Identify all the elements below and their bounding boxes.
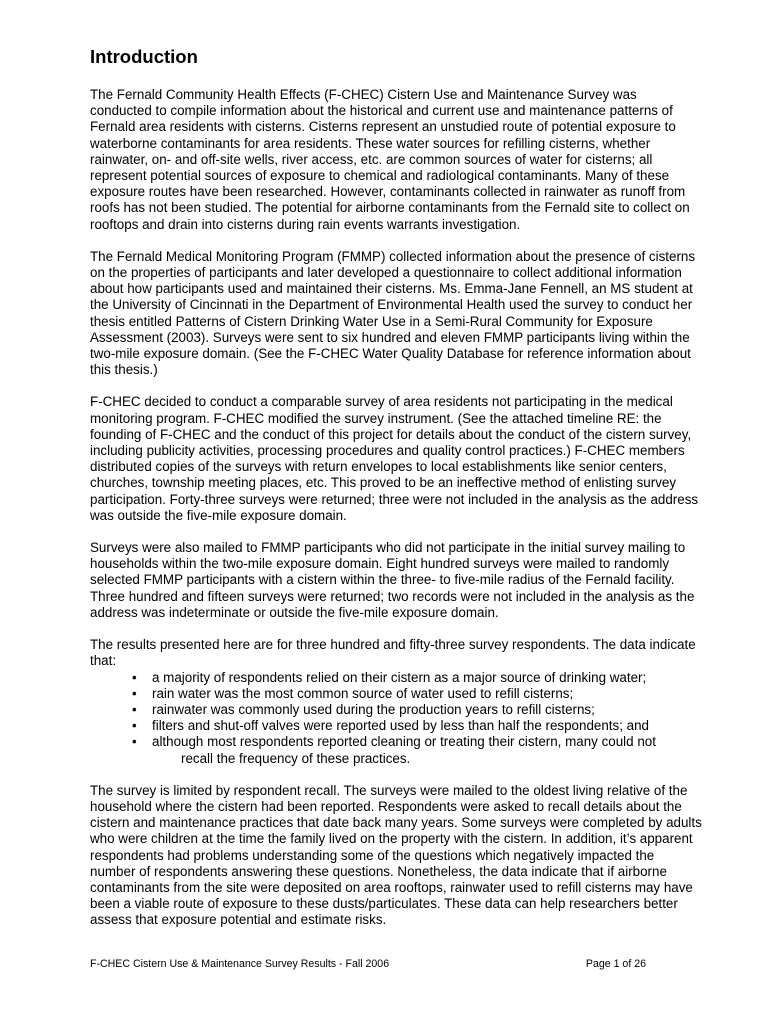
list-item: [132, 734, 702, 766]
list-item-text: rain water was the most common source of water used to refill cisterns;: [152, 685, 574, 701]
bullet-icon: •: [132, 718, 137, 734]
bullet-icon: •: [132, 701, 137, 717]
paragraph-limitations: The survey is limited by respondent recall. The surveys were mailed to the oldest living relative of the household where the cistern had been reported. Respondents were asked to recall details about the cistern and maintenance practices that date back many years. Some surveys were completed by adults who were children at the time the family lived on the property with the cistern. In addition, it’s apparent respondents had problems understanding some of the questions which negatively impacted the number of respondents answering these questions. Nonetheless, the data indicate that if airborne contaminants from the site were deposited on area rooftops, rainwater used to refill cisterns may have been a viable route of exposure to these dusts/particulates. These data can help researchers better assess that exposure potential and estimate risks.: [90, 782, 702, 928]
document-page: [90, 45, 702, 945]
list-item: [132, 701, 702, 718]
list-item: [132, 685, 702, 702]
paragraph-results-intro: The results presented here are for three hundred and fifty-three survey respondents. The data indicate that:: [90, 637, 696, 669]
paragraph-fchec-survey: F-CHEC decided to conduct a comparable survey of area residents not participating in the medical monitoring program. F-CHEC modified the survey instrument. (See the attached timeline RE: the founding of F-CHEC and the conduct of this project for details about the conduct of the cistern survey, including publicity activities, processing procedures and quality control practices.) F-CHEC members distributed copies of the surveys with return envelopes to local establishments like senior centers, churches, township meeting places, etc. This proved to be an ineffective method of enlisting survey participation. Forty-three surveys were returned; three were not included in the analysis as the address was outside the five-mile exposure domain.: [90, 394, 699, 523]
list-item-text: a majority of respondents relied on their cistern as a major source of drinking water;: [152, 669, 647, 685]
list-item-continuation: recall the frequency of these practices.: [181, 750, 411, 766]
page-title: Introduction: [90, 46, 198, 67]
paragraph-mailed-surveys: Surveys were also mailed to FMMP participants who did not participate in the initial survey mailing to households within the two-mile exposure domain. Eight hundred surveys were mailed to randomly selected FMMP participants with a cistern within the three- to five-mile radius of the Fernald facility. Three hundred and fifteen surveys were returned; two records were not included in the analysis as the address was indeterminate or outside the five-mile exposure domain.: [90, 540, 695, 620]
list-item: [132, 669, 702, 686]
bullet-icon: •: [132, 734, 137, 750]
list-item-text: although most respondents reported cleaning or treating their cistern, many could not: [152, 734, 656, 750]
footer-title: F-CHEC Cistern Use & Maintenance Survey Results - Fall 2006: [90, 958, 390, 970]
bullet-icon: •: [132, 685, 137, 701]
list-item: [132, 718, 702, 734]
findings-list: [90, 670, 702, 767]
paragraph-fmmp-background: The Fernald Medical Monitoring Program (FMMP) collected information about the presence of cisterns on the properties of participants and later developed a questionnaire to collect additional information about how participants used and maintained their cisterns. Ms. Emma-Jane Fennell, an MS student at the University of Cincinnati in the Department of Environmental Health used the survey to conduct her thesis entitled Patterns of Cistern Drinking Water Use in a Semi-Rural Community for Exposure Assessment (2003). Surveys were sent to six hundred and eleven FMMP participants living within the two-mile exposure domain. (See the F-CHEC Water Quality Database for reference information about this thesis.): [90, 248, 696, 378]
list-item-text: rainwater was commonly used during the production years to refill cisterns;: [152, 701, 595, 717]
paragraph-survey-overview: The Fernald Community Health Effects (F-CHEC) Cistern Use and Maintenance Survey was conducted to compile information about the historical and current use and maintenance patterns of Fernald area residents with cisterns. Cisterns represent an unstudied route of potential exposure to waterborne contaminants for area residents. These water sources for refilling cisterns, whether rainwater, on- and off-site wells, river access, etc. are common sources of water for cisterns; all represent potential sources of exposure to chemical and radiological contaminants. Many of these exposure routes have been researched. However, contaminants collected in rainwater as runoff from roofs has not been studied. The potential for airborne contaminants from the Fernald site to collect on rooftops and drain into cisterns during rain events warrants investigation.: [90, 87, 690, 232]
page-number: Page 1 of 26: [585, 958, 646, 970]
list-item-text: filters and shut-off valves were reported used by less than half the respondents; and: [152, 718, 649, 734]
bullet-icon: •: [132, 669, 137, 685]
